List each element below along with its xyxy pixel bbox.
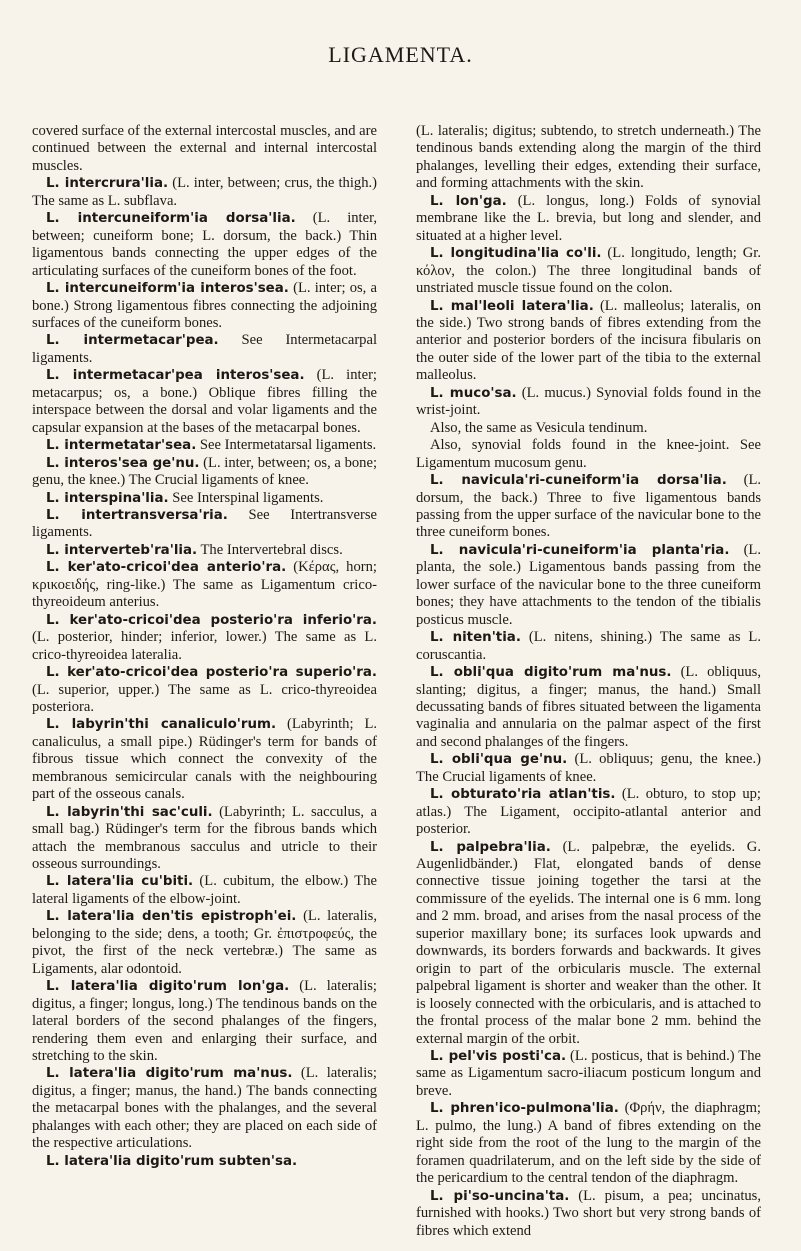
entry-definition: (L. cubitum, the elbow.) The lateral ligaments of the elbow-joint.: [32, 873, 377, 907]
entry-definition: (L. inter, between; os, a bone; genu, the knee.) The Crucial ligaments of knee.: [32, 454, 377, 489]
entry-headword: L. obli'qua digito'rum ma'nus.: [430, 665, 672, 681]
entry-definition: (L. lateralis, belonging to the side; dens, a tooth; Gr. ἐπιστροφεύς, the pivot, the first of the neck vertebræ.) The same as Ligaments, alar odontoid.: [32, 908, 378, 977]
entry-headword: L. palpebra'lia.: [430, 839, 551, 855]
entry-definition: (L. malleolus; lateralis, on the side.) Two strong bands of fibres extending from the anterior and posterior borders of the incisura fibularis on the outer side of the lower part of the tibia to the external malleolus.: [416, 297, 762, 384]
entry-headword: L. labyrin'thi canaliculo'rum.: [46, 717, 277, 733]
entry-headword: L. labyrin'thi sac'culi.: [46, 804, 213, 820]
entry-definition: (L. inter; metacarpus; os, a bone.) Oblique fibres filling the interspace between the dorsal and volar ligaments and the capsular expansion at the bases of the metacarpal bones.: [32, 367, 377, 436]
dictionary-entry: [32, 978, 377, 1065]
dictionary-entry: [416, 664, 761, 751]
entry-headword: L. intercrura'lia.: [46, 176, 169, 192]
entry-headword: L. intermetacar'pea interos'sea.: [46, 368, 305, 384]
entry-definition: See Intertransverse ligaments.: [32, 506, 377, 541]
entry-headword: L. latera'lia digito'rum ma'nus.: [46, 1066, 293, 1082]
dictionary-entry: [32, 542, 377, 559]
entry-definition: (L. inter, between; crus, the thigh.) The same as L. subflava.: [32, 175, 378, 209]
entry-headword: L. latera'lia den'tis epistroph'ei.: [46, 909, 297, 925]
dictionary-entry: [416, 629, 761, 664]
dictionary-entry: [416, 1100, 761, 1187]
entry-definition: (L. obturo, to stop up; atlas.) The Ligament, occipito-atlantal anterior and posterior.: [416, 786, 761, 838]
entry-definition: See Intermetacarpal ligaments.: [32, 332, 378, 366]
dictionary-entry: [416, 298, 761, 385]
entry-definition: (L. planta, the sole.) Ligamentous bands passing from the lower surface of the navicular bone to the three cuneiform bones; they have attachments to the tendon of the tibialis posticus muscle.: [416, 541, 761, 628]
dictionary-entry: [32, 280, 377, 332]
entry-headword: L. latera'lia cu'biti.: [46, 874, 194, 890]
dictionary-entry: [32, 804, 377, 874]
entry-headword: L. niten'tia.: [430, 630, 521, 646]
dictionary-entry: [416, 385, 761, 420]
dictionary-entry: [32, 612, 377, 664]
dictionary-entry: [416, 751, 761, 786]
dictionary-entry: [416, 193, 761, 245]
dictionary-entry: [416, 245, 761, 297]
entry-definition: (L. inter, between; cuneiform bone; L. dorsum, the back.) Thin ligamentous bands connecting the upper edges of the articulating surfaces of the cuneiform bones of the foot.: [32, 210, 377, 279]
entry-headword: L. intercuneiform'ia interos'sea.: [46, 281, 289, 297]
left-column: [32, 123, 377, 1170]
dictionary-entry: [416, 542, 761, 629]
dictionary-entry: [32, 332, 377, 367]
entry-definition: Also, synovial folds found in the knee-joint. See Ligamentum mucosum genu.: [416, 437, 761, 471]
dictionary-entry: [32, 559, 377, 611]
dictionary-entry: [32, 367, 377, 437]
entry-definition: Also, the same as Vesicula tendinum.: [430, 419, 648, 436]
dictionary-entry: [32, 873, 377, 908]
entry-definition: (Φρήν, the diaphragm; L. pulmo, the lung.) A band of fibres extending on the right side from the root of the lung to the margin of the foramen quadrilaterum, and on the left side by the side of the pericardium to the central tendon of the diaphragm.: [416, 1100, 761, 1187]
entry-definition: (L. obliquus; genu, the knee.) The Crucial ligaments of knee.: [416, 751, 761, 785]
entry-headword: L. interverteb'ra'lia.: [46, 542, 198, 558]
entry-definition: (L. longitudo, length; Gr. κόλον, the colon.) The three longitudinal bands of unstriated muscle tissue found on the colon.: [416, 245, 761, 297]
entry-definition: (L. pisum, a pea; uncinatus, furnished with hooks.) Two short but very strong bands of fibres which extend: [416, 1187, 762, 1239]
entry-definition: (Labyrinth; L. sacculus, a small bag.) Rüdinger's term for the fibrous bands which attach the membranous sacculus and utricle to their osseous surroundings.: [32, 803, 378, 873]
entry-headword: L. longitudina'lia co'li.: [430, 246, 602, 262]
entry-headword: L. latera'lia digito'rum lon'ga.: [46, 979, 290, 995]
dictionary-entry: [32, 455, 377, 490]
entry-headword: L. pi'so-uncina'ta.: [430, 1188, 570, 1204]
entry-headword: L. ker'ato-cricoi'dea anterio'ra.: [46, 560, 287, 576]
entry-headword: L. latera'lia digito'rum subten'sa.: [46, 1153, 298, 1169]
entry-definition: See Interspinal ligaments.: [168, 489, 324, 506]
entry-definition: (L. posterior, hinder; inferior, lower.) The same as L. crico-thyreoidea lateralia.: [32, 629, 377, 663]
entry-definition: (Κέρας, horn; κρικοειδής, ring-like.) The same as Ligamentum crico-thyreoideum anterius.: [32, 559, 377, 611]
entry-headword: L. lon'ga.: [430, 193, 507, 209]
entry-definition: covered surface of the external intercostal muscles, and are continued between the external and internal intercostal muscles.: [32, 123, 377, 174]
dictionary-entry: [416, 1188, 761, 1240]
dictionary-entry: [32, 1153, 377, 1170]
dictionary-entry: [416, 1048, 761, 1100]
entry-definition: (L. lateralis; digitus, a finger; manus, the hand.) The bands connecting the metacarpal bones with the phalanges, and the several phalanges with each other; they are placed on each side of the respective articulations.: [32, 1065, 377, 1152]
entry-definition: (L. obliquus, slanting; digitus, a finger; manus, the hand.) Small decussating bands of fibres situated between the ligamenta vaginalia and annularia on the palmar aspect of the first and second phalanges of the fingers.: [416, 664, 761, 750]
dictionary-entry: [32, 210, 377, 280]
dictionary-entry: [416, 437, 761, 472]
dictionary-entry: [416, 472, 761, 542]
entry-headword: L. navicula'ri-cuneiform'ia dorsa'lia.: [430, 473, 727, 489]
dictionary-entry: [32, 507, 377, 542]
entry-headword: L. ker'ato-cricoi'dea posterio'ra inferio'ra.: [46, 612, 377, 628]
dictionary-entry: [32, 716, 377, 803]
entry-definition: (L. posticus, that is behind.) The same as Ligamentum sacro-iliacum posticum longum and breve.: [416, 1048, 761, 1099]
dictionary-entry: [32, 908, 377, 978]
entry-headword: L. intercuneiform'ia dorsa'lia.: [46, 211, 296, 227]
entry-headword: L. mal'leoli latera'lia.: [430, 298, 594, 314]
entry-definition: (L. superior, upper.) The same as L. crico-thyreoidea posteriora.: [32, 681, 377, 715]
entry-definition: (L. palpebræ, the eyelids. G. Augenlidbänder.) Flat, elongated bands of dense connective tissue joining together the tarsi at the commissure of the eyelids. The internal one is 6 mm. long and 2 mm. broad, and arises from the nasal process of the superior maxillary bone; its surfaces look upwards and downwards, its borders forwards and backwards. It gives origin to part of the orbicularis muscle. The external palpebral ligament is shorter and weaker than the other. It is loosely connected with the orbicularis, and is attached to the frontal process of the malar bone 2 mm. behind the external margin of the orbit.: [416, 838, 761, 1047]
entry-headword: L. pel'vis posti'ca.: [430, 1049, 567, 1065]
dictionary-entry: [32, 664, 377, 716]
entry-definition: See Intermetatarsal ligaments.: [196, 437, 377, 454]
entry-headword: L. muco'sa.: [430, 385, 517, 401]
right-column: [416, 123, 761, 1240]
entry-headword: L. interspina'lia.: [46, 490, 169, 506]
dictionary-entry: [32, 1065, 377, 1152]
dictionary-entry: [416, 420, 761, 437]
entry-definition: (L. lateralis; digitus, a finger; longus, long.) The tendinous bands on the lateral borders of the second phalanges of the fingers, rendering them even and enlarging their surface, and stretching to the skin.: [32, 978, 377, 1065]
entry-headword: L. intermetatar'sea.: [46, 438, 197, 454]
entry-headword: L. ker'ato-cricoi'dea posterio'ra superio'ra.: [46, 665, 377, 681]
dictionary-entry: [416, 123, 761, 193]
entry-definition: (L. inter; os, a bone.) Strong ligamentous fibres connecting the adjoining surfaces of the cuneiform bones.: [32, 280, 377, 331]
entry-headword: L. intermetacar'pea.: [46, 333, 219, 349]
entry-headword: L. obturato'ria atlan'tis.: [430, 787, 616, 803]
entry-headword: L. phren'ico-pulmona'lia.: [430, 1101, 619, 1117]
entry-definition: (L. lateralis; digitus; subtendo, to stretch underneath.) The tendinous bands extending along the margin of the third phalanges, levelling their edges, extending their surface, and forming attachments with the skin.: [416, 123, 761, 192]
running-head: LIGAMENTA.: [328, 42, 473, 67]
entry-definition: (L. nitens, shining.) The same as L. coruscantia.: [416, 629, 761, 663]
dictionary-entry: [32, 123, 377, 175]
entry-definition: (L. mucus.) Synovial folds found in the wrist-joint.: [416, 384, 761, 419]
dictionary-entry: [416, 839, 761, 1048]
entry-headword: L. intertransversa'ria.: [46, 507, 228, 523]
entry-definition: (Labyrinth; L. canaliculus, a small pipe.) Rüdinger's term for bands of fibrous tissue which connect the convexity of the membranous semicircular canals with the neighbouring part of the osseous canals.: [32, 716, 378, 803]
dictionary-entry: [32, 175, 377, 210]
dictionary-entry: [32, 490, 377, 507]
entry-definition: The Intervertebral discs.: [197, 541, 343, 558]
entry-headword: L. obli'qua ge'nu.: [430, 752, 568, 768]
entry-definition: (L. dorsum, the back.) Three to five ligamentous bands passing from the upper surface of the navicular bone to the three cuneiform bones.: [416, 472, 762, 541]
entry-headword: L. interos'sea ge'nu.: [46, 455, 200, 471]
entry-headword: L. navicula'ri-cuneiform'ia planta'ria.: [430, 542, 730, 558]
dictionary-entry: [32, 437, 377, 454]
entry-definition: (L. longus, long.) Folds of synovial membrane like the L. brevia, but long and slender, and situated at a higher level.: [416, 192, 761, 244]
dictionary-entry: [416, 786, 761, 838]
